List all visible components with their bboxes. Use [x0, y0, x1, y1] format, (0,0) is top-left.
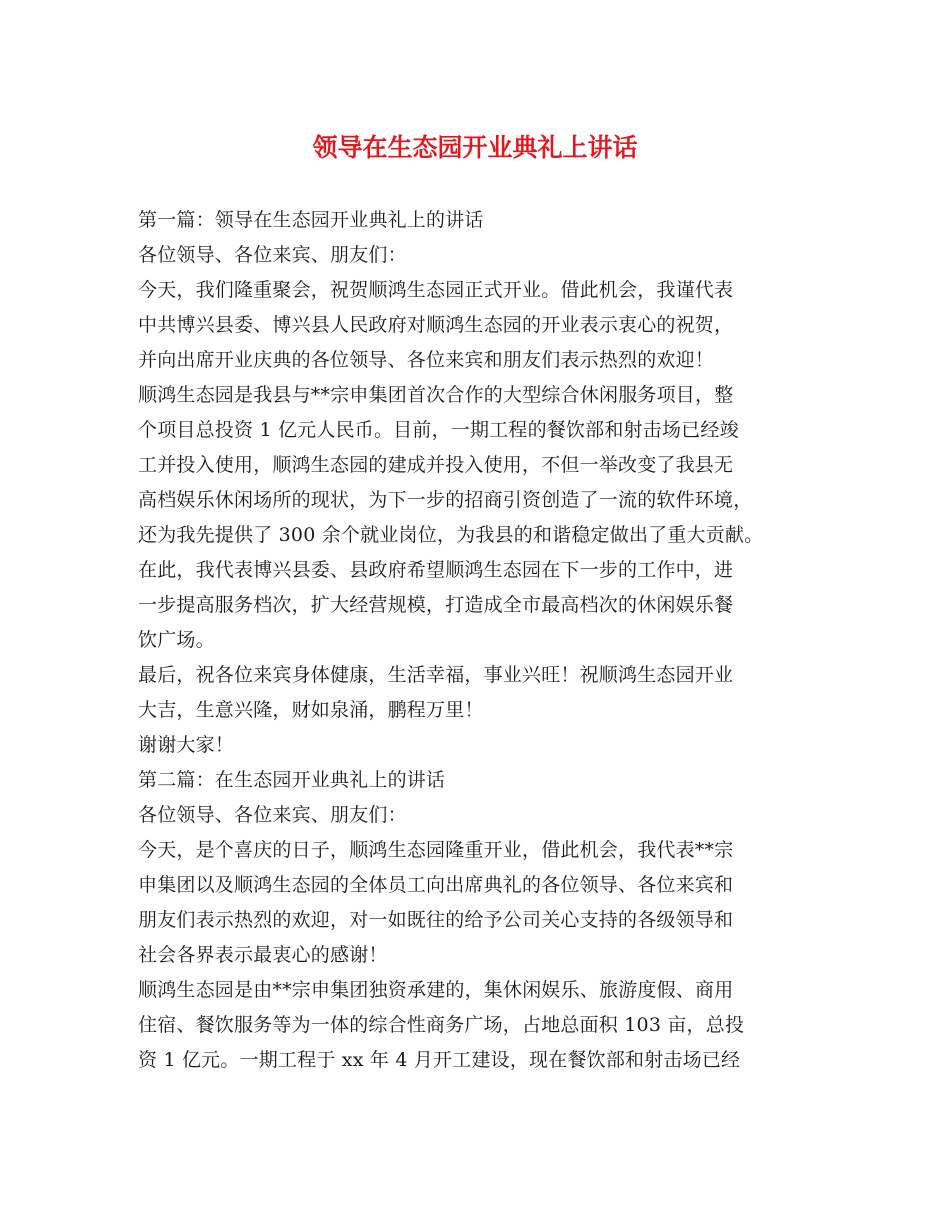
text-line: 工并投入使用，顺鸿生态园的建成并投入使用，不但一举改变了我县无: [138, 454, 734, 476]
text-line: 个项目总投资 1 亿元人民币。目前，一期工程的餐饮部和射击场已经竣: [138, 419, 739, 441]
text-line: 各位领导、各位来宾、朋友们：: [138, 804, 407, 826]
text-line: 中共博兴县委、博兴县人民政府对顺鸿生态园的开业表示衷心的祝贺，: [138, 314, 734, 336]
text-line: 今天，我们隆重聚会，祝贺顺鸿生态园正式开业。借此机会，我谨代表: [138, 279, 734, 301]
text-line: 各位领导、各位来宾、朋友们：: [138, 244, 407, 266]
text-line: 一步提高服务档次，扩大经营规模，打造成全市最高档次的休闲娱乐餐: [138, 594, 734, 616]
document-body: [138, 203, 828, 1078]
text-line: 还为我先提供了 300 余个就业岗位，为我县的和谐稳定做出了重大贡献。: [138, 524, 764, 546]
text-line: 资 1 亿元。一期工程于 xx 年 4 月开工建设，现在餐饮部和射击场已经: [138, 1049, 741, 1071]
text-line: 并向出席开业庆典的各位领导、各位来宾和朋友们表示热烈的欢迎！: [138, 349, 715, 371]
text-line: 今天，是个喜庆的日子，顺鸿生态园隆重开业，借此机会，我代表**宗: [138, 839, 734, 861]
text-line: 第一篇：领导在生态园开业典礼上的讲话: [138, 209, 484, 231]
text-line: 顺鸿生态园是由**宗申集团独资承建的，集休闲娱乐、旅游度假、商用: [138, 979, 734, 1001]
text-line: 申集团以及顺鸿生态园的全体员工向出席典礼的各位领导、各位来宾和: [138, 874, 734, 896]
text-line: 社会各界表示最衷心的感谢！: [138, 944, 388, 966]
text-line: 在此，我代表博兴县委、县政府希望顺鸿生态园在下一步的工作中，进: [138, 559, 734, 581]
document-title: 领导在生态园开业典礼上讲话: [312, 133, 638, 162]
text-line: 顺鸿生态园是我县与**宗申集团首次合作的大型综合休闲服务项目，整: [138, 384, 734, 406]
text-line: 高档娱乐休闲场所的现状，为下一步的招商引资创造了一流的软件环境，: [138, 489, 753, 511]
text-line: 谢谢大家！: [138, 734, 235, 756]
text-line: 饮广场。: [138, 629, 215, 651]
text-line: 最后，祝各位来宾身体健康，生活幸福，事业兴旺！祝顺鸿生态园开业: [138, 664, 734, 686]
text-line: 第二篇：在生态园开业典礼上的讲话: [138, 769, 446, 791]
text-line: 朋友们表示热烈的欢迎，对一如既往的给予公司关心支持的各级领导和: [138, 909, 734, 931]
text-line: 大吉，生意兴隆，财如泉涌，鹏程万里！: [138, 699, 484, 721]
text-line: 住宿、餐饮服务等为一体的综合性商务广场，占地总面积 103 亩，总投: [138, 1014, 745, 1036]
